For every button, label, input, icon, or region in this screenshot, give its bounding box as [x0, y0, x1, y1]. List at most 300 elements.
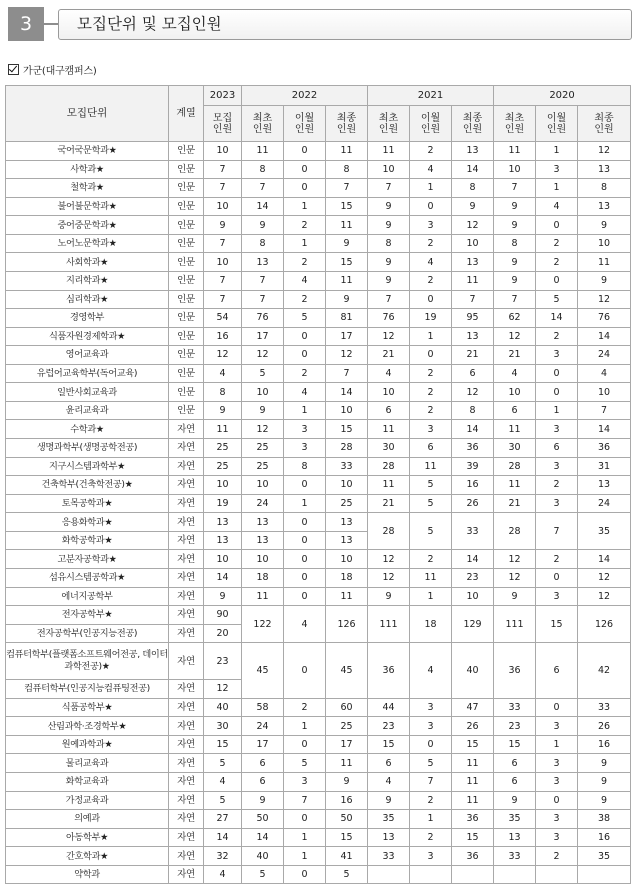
count-cell: 9 — [494, 587, 536, 606]
count-cell: 18 — [326, 568, 368, 587]
count-cell: 36 — [578, 439, 631, 458]
table-row — [6, 253, 631, 272]
unit-name: 화학공학과★ — [6, 531, 169, 550]
count-cell: 5 — [242, 865, 284, 884]
count-cell: 1 — [284, 847, 326, 866]
count-cell: 0 — [536, 791, 578, 810]
count-cell: 2 — [284, 253, 326, 272]
unit-name: 고분자공학과★ — [6, 550, 169, 569]
count-cell: 9 — [368, 253, 410, 272]
table-row — [6, 476, 631, 495]
count-cell: 28 — [326, 439, 368, 458]
quota-2023: 5 — [204, 791, 242, 810]
count-cell: 5 — [284, 309, 326, 328]
field-type: 자연 — [169, 606, 204, 625]
count-cell: 9 — [578, 791, 631, 810]
count-cell: 12 — [578, 568, 631, 587]
count-cell: 9 — [452, 197, 494, 216]
table-row — [6, 346, 631, 365]
subheader-2022-carryover: 이월 인원 — [284, 106, 326, 142]
section-title: 모집단위 및 모집인원 — [77, 15, 222, 33]
count-cell: 3 — [536, 346, 578, 365]
count-cell: 6 — [494, 401, 536, 420]
count-cell: 11 — [326, 587, 368, 606]
count-cell: 12 — [578, 142, 631, 161]
count-cell: 21 — [368, 494, 410, 513]
field-type: 자연 — [169, 531, 204, 550]
count-cell: 40 — [242, 847, 284, 866]
count-cell: 8 — [284, 457, 326, 476]
count-cell: 6 — [494, 773, 536, 792]
table-row — [6, 735, 631, 754]
count-cell: 3 — [536, 810, 578, 829]
table-row — [6, 606, 631, 625]
count-cell-merged: 45 — [242, 643, 284, 699]
count-cell: 6 — [494, 754, 536, 773]
count-cell: 12 — [368, 327, 410, 346]
count-cell: 3 — [410, 717, 452, 736]
count-cell: 11 — [494, 476, 536, 495]
count-cell: 11 — [326, 754, 368, 773]
count-cell: 0 — [536, 568, 578, 587]
section-header — [8, 7, 632, 41]
count-cell: 11 — [452, 791, 494, 810]
count-cell: 3 — [410, 698, 452, 717]
field-type: 자연 — [169, 865, 204, 884]
count-cell: 23 — [452, 568, 494, 587]
count-cell: 10 — [578, 383, 631, 402]
count-cell: 7 — [242, 179, 284, 198]
count-cell: 11 — [242, 587, 284, 606]
count-cell-merged: 15 — [536, 606, 578, 643]
count-cell: 1 — [284, 197, 326, 216]
count-cell: 13 — [242, 531, 284, 550]
count-cell: 17 — [242, 735, 284, 754]
count-cell: 14 — [452, 420, 494, 439]
count-cell: 25 — [242, 439, 284, 458]
count-cell: 11 — [410, 568, 452, 587]
field-type: 인문 — [169, 383, 204, 402]
quota-2023: 10 — [204, 550, 242, 569]
count-cell: 7 — [452, 290, 494, 309]
count-cell: 76 — [242, 309, 284, 328]
count-cell: 14 — [452, 550, 494, 569]
unit-name: 전자공학부★ — [6, 606, 169, 625]
count-cell — [494, 865, 536, 884]
header-year-2023: 2023 — [204, 86, 242, 106]
admission-table — [5, 85, 631, 884]
field-type: 자연 — [169, 810, 204, 829]
count-cell: 14 — [578, 327, 631, 346]
count-cell: 14 — [242, 828, 284, 847]
count-cell: 7 — [494, 179, 536, 198]
count-cell: 3 — [284, 773, 326, 792]
count-cell: 3 — [410, 847, 452, 866]
quota-2023: 20 — [204, 624, 242, 643]
count-cell: 11 — [410, 457, 452, 476]
count-cell: 35 — [578, 847, 631, 866]
count-cell: 3 — [536, 457, 578, 476]
count-cell: 7 — [326, 179, 368, 198]
count-cell: 10 — [578, 234, 631, 253]
count-cell: 11 — [368, 420, 410, 439]
count-cell-merged: 4 — [410, 643, 452, 699]
unit-name: 사학과★ — [6, 160, 169, 179]
count-cell: 26 — [452, 494, 494, 513]
quota-2023: 4 — [204, 773, 242, 792]
count-cell: 8 — [326, 160, 368, 179]
header-year-2021: 2021 — [368, 86, 494, 106]
count-cell: 1 — [536, 735, 578, 754]
count-cell: 3 — [536, 494, 578, 513]
count-cell: 25 — [326, 494, 368, 513]
count-cell — [536, 865, 578, 884]
count-cell: 16 — [452, 476, 494, 495]
count-cell: 50 — [326, 810, 368, 829]
count-cell: 13 — [452, 327, 494, 346]
count-cell: 4 — [410, 160, 452, 179]
count-cell: 38 — [578, 810, 631, 829]
count-cell: 3 — [536, 717, 578, 736]
count-cell: 16 — [578, 828, 631, 847]
quota-2023: 14 — [204, 828, 242, 847]
count-cell: 2 — [536, 327, 578, 346]
table-row — [6, 327, 631, 346]
table-row — [6, 587, 631, 606]
count-cell — [368, 865, 410, 884]
count-cell: 0 — [536, 271, 578, 290]
field-type: 인문 — [169, 327, 204, 346]
count-cell: 33 — [494, 847, 536, 866]
unit-name: 에너지공학부 — [6, 587, 169, 606]
unit-name: 컴퓨터학부(플랫폼소프트웨어전공, 데이터과학전공)★ — [6, 643, 169, 680]
count-cell: 13 — [368, 828, 410, 847]
count-cell: 1 — [536, 142, 578, 161]
quota-2023: 12 — [204, 346, 242, 365]
count-cell: 10 — [494, 383, 536, 402]
table-row — [6, 698, 631, 717]
count-cell-merged: 6 — [536, 643, 578, 699]
field-type: 인문 — [169, 142, 204, 161]
count-cell: 9 — [578, 754, 631, 773]
count-cell: 0 — [284, 179, 326, 198]
count-cell: 9 — [368, 791, 410, 810]
count-cell: 12 — [242, 346, 284, 365]
count-cell: 8 — [452, 179, 494, 198]
unit-name: 불어불문학과★ — [6, 197, 169, 216]
field-type: 인문 — [169, 179, 204, 198]
count-cell: 3 — [536, 828, 578, 847]
table-row — [6, 401, 631, 420]
unit-name: 전자공학부(인공지능전공) — [6, 624, 169, 643]
header-type: 계열 — [169, 86, 204, 142]
count-cell: 5 — [326, 865, 368, 884]
count-cell: 5 — [410, 476, 452, 495]
unit-name: 의예과 — [6, 810, 169, 829]
quota-2023: 8 — [204, 383, 242, 402]
count-cell: 3 — [536, 754, 578, 773]
count-cell: 7 — [368, 179, 410, 198]
field-type: 자연 — [169, 773, 204, 792]
count-cell: 4 — [578, 364, 631, 383]
field-type: 인문 — [169, 160, 204, 179]
count-cell: 13 — [326, 513, 368, 532]
field-type: 인문 — [169, 253, 204, 272]
count-cell: 11 — [452, 773, 494, 792]
count-cell: 0 — [284, 587, 326, 606]
quota-2023: 54 — [204, 309, 242, 328]
count-cell: 12 — [494, 550, 536, 569]
count-cell-merged: 18 — [410, 606, 452, 643]
count-cell: 2 — [284, 698, 326, 717]
count-cell: 2 — [410, 401, 452, 420]
unit-name: 섬유시스템공학과★ — [6, 568, 169, 587]
count-cell: 3 — [536, 773, 578, 792]
count-cell: 6 — [368, 754, 410, 773]
count-cell: 25 — [242, 457, 284, 476]
count-cell: 16 — [326, 791, 368, 810]
field-type: 자연 — [169, 624, 204, 643]
count-cell: 6 — [452, 364, 494, 383]
count-cell-merged: 42 — [578, 643, 631, 699]
quota-2023: 14 — [204, 568, 242, 587]
count-cell: 4 — [494, 364, 536, 383]
unit-name: 식품공학부★ — [6, 698, 169, 717]
count-cell: 15 — [326, 420, 368, 439]
count-cell: 17 — [242, 327, 284, 346]
count-cell: 2 — [410, 142, 452, 161]
count-cell: 7 — [242, 271, 284, 290]
unit-name: 수학과★ — [6, 420, 169, 439]
count-cell: 0 — [284, 142, 326, 161]
count-cell-merged: 45 — [326, 643, 368, 699]
unit-name: 중어중문학과★ — [6, 216, 169, 235]
count-cell: 33 — [326, 457, 368, 476]
count-cell: 3 — [536, 160, 578, 179]
count-cell: 76 — [578, 309, 631, 328]
count-cell: 9 — [368, 216, 410, 235]
count-cell: 15 — [494, 735, 536, 754]
count-cell: 28 — [368, 457, 410, 476]
count-cell: 24 — [578, 346, 631, 365]
checkbox-icon — [8, 64, 19, 75]
field-type: 인문 — [169, 234, 204, 253]
field-type: 인문 — [169, 401, 204, 420]
count-cell: 28 — [494, 457, 536, 476]
header-year-2020: 2020 — [494, 86, 631, 106]
unit-name: 일반사회교육과 — [6, 383, 169, 402]
count-cell: 4 — [368, 773, 410, 792]
count-cell: 15 — [326, 828, 368, 847]
count-cell: 10 — [242, 550, 284, 569]
count-cell: 8 — [368, 234, 410, 253]
count-cell: 2 — [410, 234, 452, 253]
unit-name: 생명과학부(생명공학전공) — [6, 439, 169, 458]
count-cell: 9 — [494, 791, 536, 810]
unit-name: 물리교육과 — [6, 754, 169, 773]
quota-2023: 90 — [204, 606, 242, 625]
count-cell: 95 — [452, 309, 494, 328]
table-row — [6, 383, 631, 402]
unit-name: 유럽어교육학부(독어교육) — [6, 364, 169, 383]
count-cell — [578, 865, 631, 884]
count-cell: 2 — [536, 550, 578, 569]
quota-2023: 13 — [204, 531, 242, 550]
count-cell: 2 — [536, 234, 578, 253]
count-cell: 21 — [368, 346, 410, 365]
count-cell: 2 — [410, 271, 452, 290]
table-row — [6, 420, 631, 439]
count-cell: 10 — [452, 587, 494, 606]
count-cell: 26 — [452, 717, 494, 736]
count-cell: 8 — [242, 234, 284, 253]
unit-name: 지리학과★ — [6, 271, 169, 290]
unit-name: 토목공학과★ — [6, 494, 169, 513]
count-cell: 0 — [284, 550, 326, 569]
count-cell: 21 — [494, 346, 536, 365]
count-cell: 6 — [242, 754, 284, 773]
count-cell: 15 — [326, 197, 368, 216]
count-cell: 9 — [494, 197, 536, 216]
count-cell: 8 — [452, 401, 494, 420]
count-cell: 14 — [242, 197, 284, 216]
count-cell: 9 — [578, 271, 631, 290]
count-cell: 13 — [578, 197, 631, 216]
count-cell: 16 — [578, 735, 631, 754]
count-cell-merged: 126 — [326, 606, 368, 643]
count-cell-merged: 0 — [284, 643, 326, 699]
table-row — [6, 494, 631, 513]
count-cell: 2 — [284, 216, 326, 235]
count-cell: 81 — [326, 309, 368, 328]
field-type: 자연 — [169, 791, 204, 810]
subheader-2023-quota: 모집 인원 — [204, 106, 242, 142]
count-cell: 2 — [410, 828, 452, 847]
count-cell-merged: 5 — [410, 513, 452, 550]
count-cell: 0 — [284, 531, 326, 550]
count-cell: 13 — [578, 476, 631, 495]
table-row — [6, 865, 631, 884]
count-cell-merged: 35 — [578, 513, 631, 550]
count-cell: 1 — [410, 179, 452, 198]
count-cell: 9 — [368, 197, 410, 216]
field-type: 자연 — [169, 439, 204, 458]
table-row — [6, 513, 631, 532]
count-cell: 0 — [284, 513, 326, 532]
field-type: 자연 — [169, 717, 204, 736]
subheader-2021-first: 최초 인원 — [368, 106, 410, 142]
count-cell: 26 — [578, 717, 631, 736]
count-cell: 4 — [284, 271, 326, 290]
table-row — [6, 179, 631, 198]
count-cell: 9 — [578, 216, 631, 235]
count-cell: 11 — [368, 142, 410, 161]
unit-name: 철학과★ — [6, 179, 169, 198]
count-cell: 33 — [368, 847, 410, 866]
unit-name: 가정교육과 — [6, 791, 169, 810]
unit-name: 지구시스템과학부★ — [6, 457, 169, 476]
quota-2023: 10 — [204, 142, 242, 161]
count-cell: 10 — [494, 160, 536, 179]
table-row — [6, 457, 631, 476]
count-cell: 6 — [242, 773, 284, 792]
count-cell: 8 — [578, 179, 631, 198]
count-cell: 0 — [284, 568, 326, 587]
subheader-2021-final: 최종 인원 — [452, 106, 494, 142]
section-title-box — [58, 9, 632, 40]
count-cell: 9 — [494, 216, 536, 235]
count-cell: 4 — [284, 383, 326, 402]
quota-2023: 30 — [204, 717, 242, 736]
field-type: 자연 — [169, 420, 204, 439]
subheader-2020-final: 최종 인원 — [578, 106, 631, 142]
quota-2023: 12 — [204, 680, 242, 699]
field-type: 자연 — [169, 457, 204, 476]
count-cell: 4 — [368, 364, 410, 383]
table-row — [6, 142, 631, 161]
quota-2023: 40 — [204, 698, 242, 717]
count-cell: 0 — [536, 383, 578, 402]
count-cell: 0 — [536, 216, 578, 235]
count-cell: 0 — [284, 346, 326, 365]
quota-2023: 10 — [204, 476, 242, 495]
count-cell: 23 — [368, 717, 410, 736]
count-cell: 50 — [242, 810, 284, 829]
count-cell: 2 — [536, 476, 578, 495]
count-cell: 10 — [326, 550, 368, 569]
count-cell: 1 — [410, 810, 452, 829]
count-cell: 9 — [242, 401, 284, 420]
count-cell: 3 — [536, 420, 578, 439]
count-cell: 10 — [326, 401, 368, 420]
unit-name: 사회학과★ — [6, 253, 169, 272]
count-cell: 76 — [368, 309, 410, 328]
count-cell: 4 — [536, 197, 578, 216]
count-cell: 9 — [326, 773, 368, 792]
count-cell-merged: 111 — [494, 606, 536, 643]
count-cell: 14 — [452, 160, 494, 179]
field-type: 자연 — [169, 735, 204, 754]
count-cell: 10 — [368, 383, 410, 402]
count-cell: 6 — [536, 439, 578, 458]
count-cell: 24 — [242, 494, 284, 513]
quota-2023: 5 — [204, 754, 242, 773]
count-cell-merged: 7 — [536, 513, 578, 550]
count-cell: 2 — [284, 290, 326, 309]
table-row — [6, 271, 631, 290]
count-cell: 21 — [494, 494, 536, 513]
count-cell: 9 — [494, 253, 536, 272]
field-type: 자연 — [169, 568, 204, 587]
count-cell: 7 — [410, 773, 452, 792]
count-cell: 0 — [410, 346, 452, 365]
count-cell: 1 — [536, 401, 578, 420]
count-cell: 12 — [578, 290, 631, 309]
field-type: 인문 — [169, 290, 204, 309]
quota-2023: 25 — [204, 457, 242, 476]
header-unit: 모집단위 — [6, 86, 169, 142]
campus-label: 가군(대구캠퍼스) — [23, 65, 97, 77]
count-cell: 2 — [284, 364, 326, 383]
field-type: 자연 — [169, 828, 204, 847]
count-cell: 9 — [326, 234, 368, 253]
count-cell: 2 — [410, 791, 452, 810]
count-cell: 0 — [536, 698, 578, 717]
count-cell: 7 — [242, 290, 284, 309]
subheader-2020-carryover: 이월 인원 — [536, 106, 578, 142]
count-cell: 1 — [284, 717, 326, 736]
table-row — [6, 810, 631, 829]
